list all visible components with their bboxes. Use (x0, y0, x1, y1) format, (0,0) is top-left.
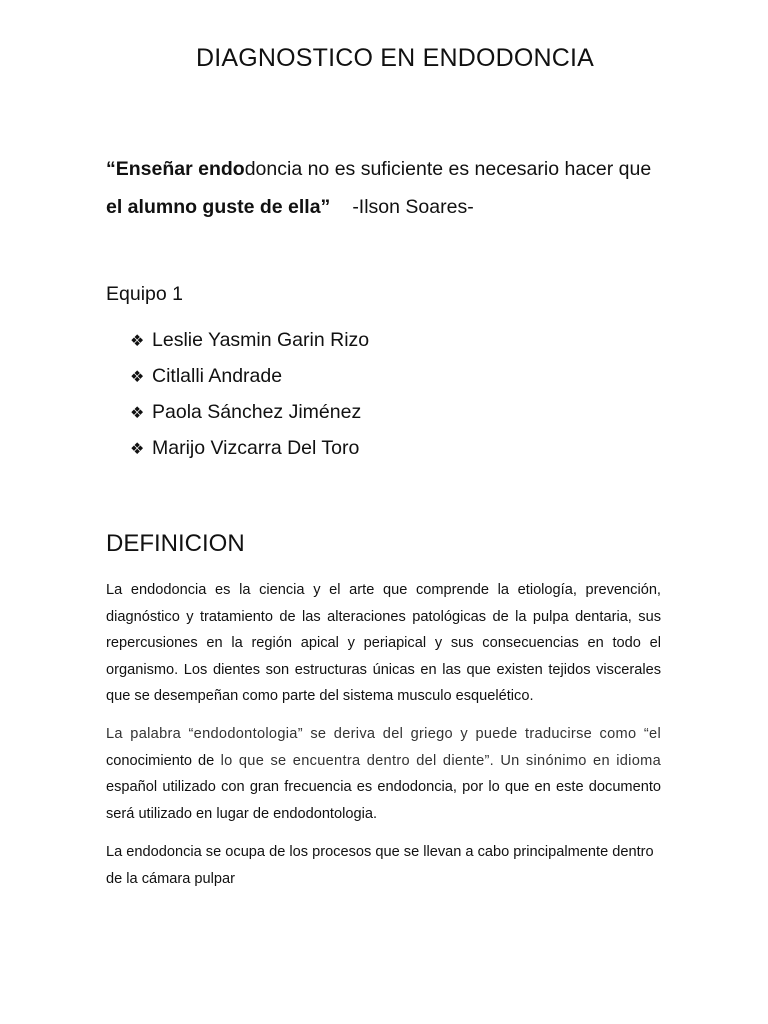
quote-line-1 (106, 150, 666, 188)
member-name: Leslie Yasmin Garin Rizo (152, 329, 370, 351)
quote-bold-start: “Enseñar endo (106, 158, 245, 180)
paragraph-2-knowledge: conocimiento de (106, 752, 215, 769)
quote-text: doncia no es suficiente es necesario hacer que (244, 158, 652, 180)
paragraph-2-inside-tooth: lo que se encuentra dentro del diente”. Un sinónimo en idioma (214, 752, 661, 769)
diamond-bullet-icon: ❖ (130, 403, 145, 422)
quote (106, 150, 666, 226)
list-item (130, 363, 369, 399)
quote-author: -Ilson Soares- (352, 196, 474, 218)
list-item (130, 435, 369, 471)
team-member-list (130, 327, 369, 471)
paragraph-2-intro: La palabra “endodontologia” se deriva del griego y puede traducirse como “el (106, 726, 661, 742)
diamond-bullet-icon: ❖ (130, 439, 145, 458)
definition-heading: DEFINICION (106, 530, 245, 557)
document-title: DIAGNOSTICO EN ENDODONCIA (195, 44, 595, 72)
list-item (130, 399, 369, 435)
list-item (130, 327, 369, 363)
member-name: Paola Sánchez Jiménez (152, 401, 362, 423)
diamond-bullet-icon: ❖ (130, 331, 145, 350)
quote-line-2 (106, 188, 666, 226)
member-name: Marijo Vizcarra Del Toro (152, 437, 360, 459)
definition-paragraph-2 (106, 721, 661, 827)
paragraph-2-synonym: español utilizado con gran frecuencia es endodoncia, por lo que en este documento será utilizado en lugar de endodontologia. (106, 779, 661, 822)
team-heading: Equipo 1 (106, 283, 183, 305)
member-name: Citlalli Andrade (152, 365, 283, 387)
definition-paragraph-1: La endodoncia es la ciencia y el arte que comprende la etiología, prevención, diagnóstico y tratamiento de las alteraciones patológicas de la pulpa dentaria, sus repercusiones en la región apical y periapical y sus consecuencias en todo el organismo. Los dientes son estructuras únicas en las que existen tejidos viscerales que se desempeñan como parte del sistema musculo esquelético. (106, 582, 661, 704)
definition-paragraph-3: La endodoncia se ocupa de los procesos que se llevan a cabo principalmente dentro de la cámara pulpar (106, 844, 654, 887)
diamond-bullet-icon: ❖ (130, 367, 145, 386)
quote-bold-end: el alumno guste de ella” (106, 196, 331, 218)
